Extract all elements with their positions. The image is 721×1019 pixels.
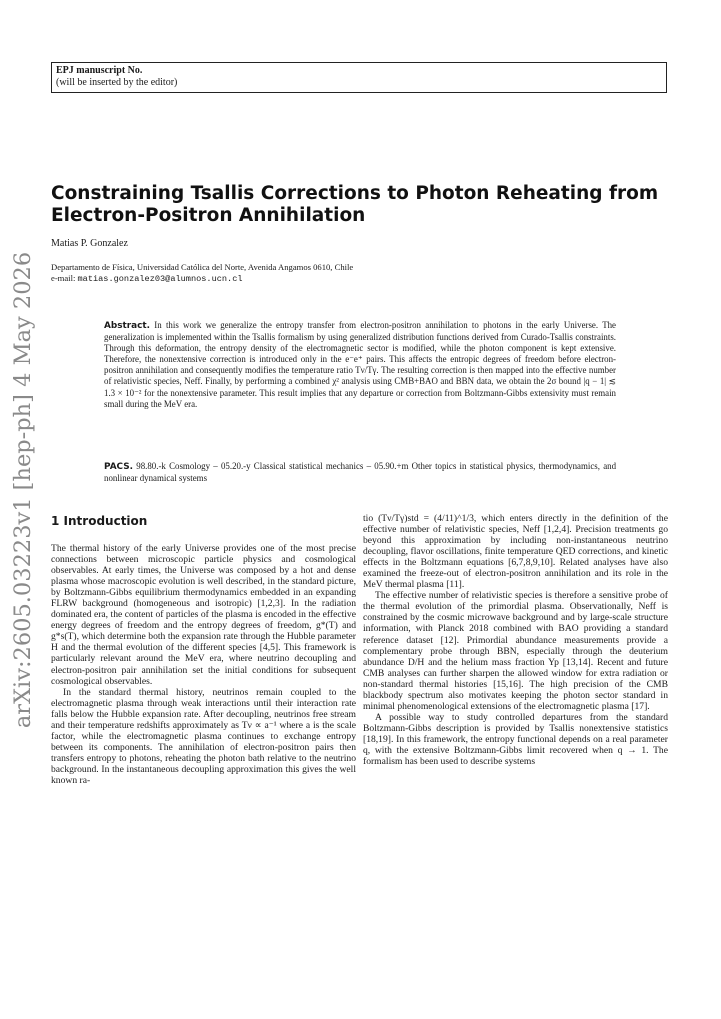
affiliation-block: [51, 262, 671, 285]
paragraph: In the standard thermal history, neutrinos remain coupled to the electromagnetic plasma through weak interactions until their interaction rate falls below the Hubble expansion rate. After decoupling, neutrinos free stream and their temperature redshifts approximately as Tν ∝ a⁻¹ where a is the scale factor, while the electromagnetic plasma continues to exchange entropy between its components. The annihilation of electron-positron pairs then transfers entropy to photons, reheating the photon bath relative to the neutrino background. In the instantaneous decoupling approximation this gives the well known ra-: [51, 686, 356, 786]
abstract: [104, 320, 616, 410]
author-name: Matias P. Gonzalez: [51, 238, 128, 249]
abstract-text: In this work we generalize the entropy transfer from electron-positron annihilation to photons in the early Universe. The generalization is implemented within the Tsallis formalism by using generalized distribution functions derived from Curado-Tsallis constraints. Through this deformation, the entropy density of the electromagnetic sector is modified, while the photon component is kept extensive. Therefore, the nonextensive correction is introduced only in the e⁻e⁺ pairs. This affects the entropic degrees of freedom before electron-positron annihilation and consequently modifies the temperature ratio Tν/Tγ. The resulting correction is then mapped into the effective number of relativistic species, Neff. Finally, by performing a combined χ² analysis using CMB+BAO and BBN data, we obtain the 2σ bound |q − 1| ≲ 1.3 × 10⁻² for the nonextensive parameter. This result implies that any departure or correction from Boltzmann-Gibbs extensivity must remain small during the MeV era.: [104, 320, 616, 409]
manuscript-header-box: [51, 62, 667, 93]
paragraph: The thermal history of the early Universe provides one of the most precise connections between microscopic particle physics and cosmological observables. At early times, the Universe was composed by a hot and dense plasma whose macroscopic evolution is well described, in the standard picture, by Boltzmann-Gibbs equilibrium thermodynamics embedded in an expanding FLRW background (homogeneous and isotropic) [1,2,3]. In the radiation dominated era, the content of particles of the plasma is encoded in the effective energy degrees of freedom and the entropy degrees of freedom, g*(T) and g*s(T), which determine both the expansion rate through the Hubble parameter H and the thermal evolution of the different species [4,5]. This framework is particularly relevant around the MeV era, where neutrino decoupling and electron-positron pair annihilation set the initial conditions for subsequent cosmological observables.: [51, 543, 356, 687]
pacs-label: PACS.: [104, 462, 133, 472]
journal-line: EPJ manuscript No.: [56, 65, 143, 76]
right-column: [363, 513, 668, 767]
pacs-text: 98.80.-k Cosmology – 05.20.-y Classical statistical mechanics – 05.90.+m Other topics in statistical physics, thermodynamics, and nonlinear dynamical systems: [104, 461, 617, 484]
email-line: [51, 273, 671, 285]
abstract-label: Abstract.: [104, 321, 150, 331]
email-address: matias.gonzalez03@alumnos.ucn.cl: [77, 274, 243, 284]
arxiv-stamp: [0, 251, 46, 729]
paragraph: The effective number of relativistic species is therefore a sensitive probe of the thermal evolution of the primordial plasma. Observationally, Neff is constrained by the cosmic microwave background and by large-scale structure information, with Planck 2018 combined with BAO providing a standard reference dataset [12]. Primordial abundance measurements provide a complementary probe through BBN, especially through the deuterium abundance D/H and the helium mass fraction Yp [13,14]. Recent and future CMB analyses can further sharpen the allowed window for extra radiation or non-standard thermal histories [15,16]. The high precision of the CMB blackbody spectrum also motivates keeping the photon sector standard in minimal phenomenological extensions of the electromagnetic plasma [17].: [363, 590, 668, 712]
left-column: [51, 543, 356, 786]
paragraph: tio (Tν/Tγ)std = (4/11)^1/3, which enters directly in the definition of the effective number of relativistic species, Neff [1,2,4]. Precision treatments go beyond this approximation by including non-instantaneous neutrino decoupling, flavor oscillations, finite temperature QED corrections, and kinetic effects in the Boltzmann equations [6,7,8,9,10]. Related analyses have also examined the freeze-out of electron-positron annihilation and its role in the MeV thermal plasma [11].: [363, 513, 668, 591]
email-label: e-mail:: [51, 273, 78, 283]
editor-note: (will be inserted by the editor): [56, 77, 178, 88]
section-heading: [51, 514, 147, 528]
affiliation: Departamento de Física, Universidad Católica del Norte, Avenida Angamos 0610, Chile: [51, 262, 354, 272]
arxiv-stamp-text: arXiv:2605.03223v1 [hep-ph] 4 May 2026: [10, 251, 36, 729]
pacs-block: [104, 461, 616, 484]
paper-title: Constraining Tsallis Corrections to Photon Reheating from Electron-Positron Annihilation: [51, 183, 659, 226]
section-title: Introduction: [63, 514, 148, 528]
paragraph: A possible way to study controlled departures from the standard Boltzmann-Gibbs description is provided by Tsallis nonextensive statistics [18,19]. In this framework, the entropy functional depends on a real parameter q, with the extensive Boltzmann-Gibbs limit recovered when q → 1. The formalism has been used to describe systems: [363, 711, 668, 768]
section-number: 1: [51, 514, 60, 528]
